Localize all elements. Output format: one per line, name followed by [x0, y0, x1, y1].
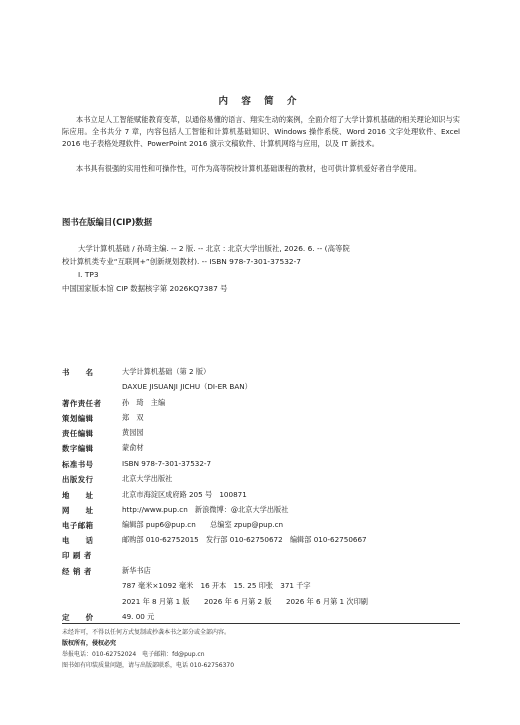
summary-paragraph-2: 本书具有很强的实用性和可操作性，可作为高等院校计算机基础课程的教材，也可供计算机爱好者自学使用。	[76, 164, 422, 173]
detail-value: 北京市海淀区成府路 205 号 100871	[122, 490, 247, 499]
detail-value: 新华书店	[122, 566, 151, 575]
detail-value: 北京大学出版社	[122, 474, 173, 483]
detail-label: 数字编辑	[62, 444, 94, 453]
cip-line-4: 中国国家版本馆 CIP 数据核字第 2026KQ7387 号	[62, 284, 228, 293]
detail-value: 郑 双	[122, 413, 144, 422]
detail-label: 出版发行	[62, 475, 94, 484]
footer-quality: 图书如有印装质量问题，请与出版部联系，电话 010-62756370	[62, 662, 235, 669]
cip-line-1: 大学计算机基础 / 孙琦主编. -- 2 版. -- 北京 : 北京大学出版社, 2026. 6. -- (高等院	[78, 244, 350, 253]
detail-value: 787 毫米×1092 毫米 16 开本 15. 25 印张 371 千字	[122, 581, 311, 590]
detail-label: 网 址	[62, 506, 94, 515]
detail-label: 经 销 者	[62, 567, 92, 576]
detail-value: http://www.pup.cn 新浪微博：@北京大学出版社	[122, 505, 289, 514]
detail-value: 黄园园	[122, 428, 144, 437]
detail-label: 定 价	[62, 613, 94, 622]
detail-label: 电子邮箱	[62, 521, 94, 530]
footer-divider	[62, 623, 460, 624]
cip-heading: 图书在版编目(CIP)数据	[62, 217, 153, 227]
detail-value: 编辑部 pup6@pup.cn 总编室 zpup@pup.cn	[122, 520, 284, 529]
detail-value: ISBN 978-7-301-37532-7	[122, 459, 212, 468]
detail-value: 大学计算机基础（第 2 版）	[122, 367, 211, 376]
detail-value: 邮购部 010-62752015 发行部 010-62750672 编辑部 010-62750667	[122, 535, 367, 544]
footer-copyright: 版权所有，侵权必究	[62, 640, 117, 647]
footer-report: 举报电话：010-62752024 电子邮箱：fd@pup.cn	[62, 651, 205, 658]
detail-value: 2021 年 8 月第 1 版 2026 年 6 月第 2 版 2026 年 6 月第 1 次印刷	[122, 597, 368, 606]
detail-value: 49. 00 元	[122, 612, 155, 621]
detail-value: 蒙俞材	[122, 443, 144, 452]
detail-label: 地 址	[62, 491, 94, 500]
summary-title: 内 容 简 介	[218, 96, 302, 107]
detail-label: 印 刷 者	[62, 551, 92, 560]
detail-label: 责任编辑	[62, 429, 94, 438]
cip-line-3: Ⅰ. TP3	[78, 270, 99, 279]
summary-paragraph-1: 本书立足人工智能赋能教育变革，以通俗易懂的语言、翔实生动的案例，全面介绍了大学计算机基础的相关理论知识与实际应用。全书共分 7 章，内容包括人工智能和计算机基础知识、Windows 操作系统、Word 2016 文字处理软件、Excel 2016 电子表格处理软件、PowerPoint 2016 演示文稿软件、计算机网络与应用，以及 IT 新技术。	[62, 115, 460, 148]
detail-label: 电 话	[62, 536, 94, 545]
cip-line-2: 校计算机类专业“互联网+”创新规划教材). -- ISBN 978-7-301-37532-7	[62, 257, 301, 266]
detail-label: 著作责任者	[62, 399, 102, 408]
detail-label: 策划编辑	[62, 414, 94, 423]
footer-notice: 未经许可，不得以任何方式复制或抄袭本书之部分或全部内容。	[62, 629, 231, 636]
detail-label: 标准书号	[62, 460, 94, 469]
detail-value: DAXUE JISUANJI JICHU（DI-ER BAN）	[122, 382, 252, 391]
detail-value: 孙 琦 主编	[122, 398, 166, 407]
detail-label: 书 名	[62, 368, 94, 377]
